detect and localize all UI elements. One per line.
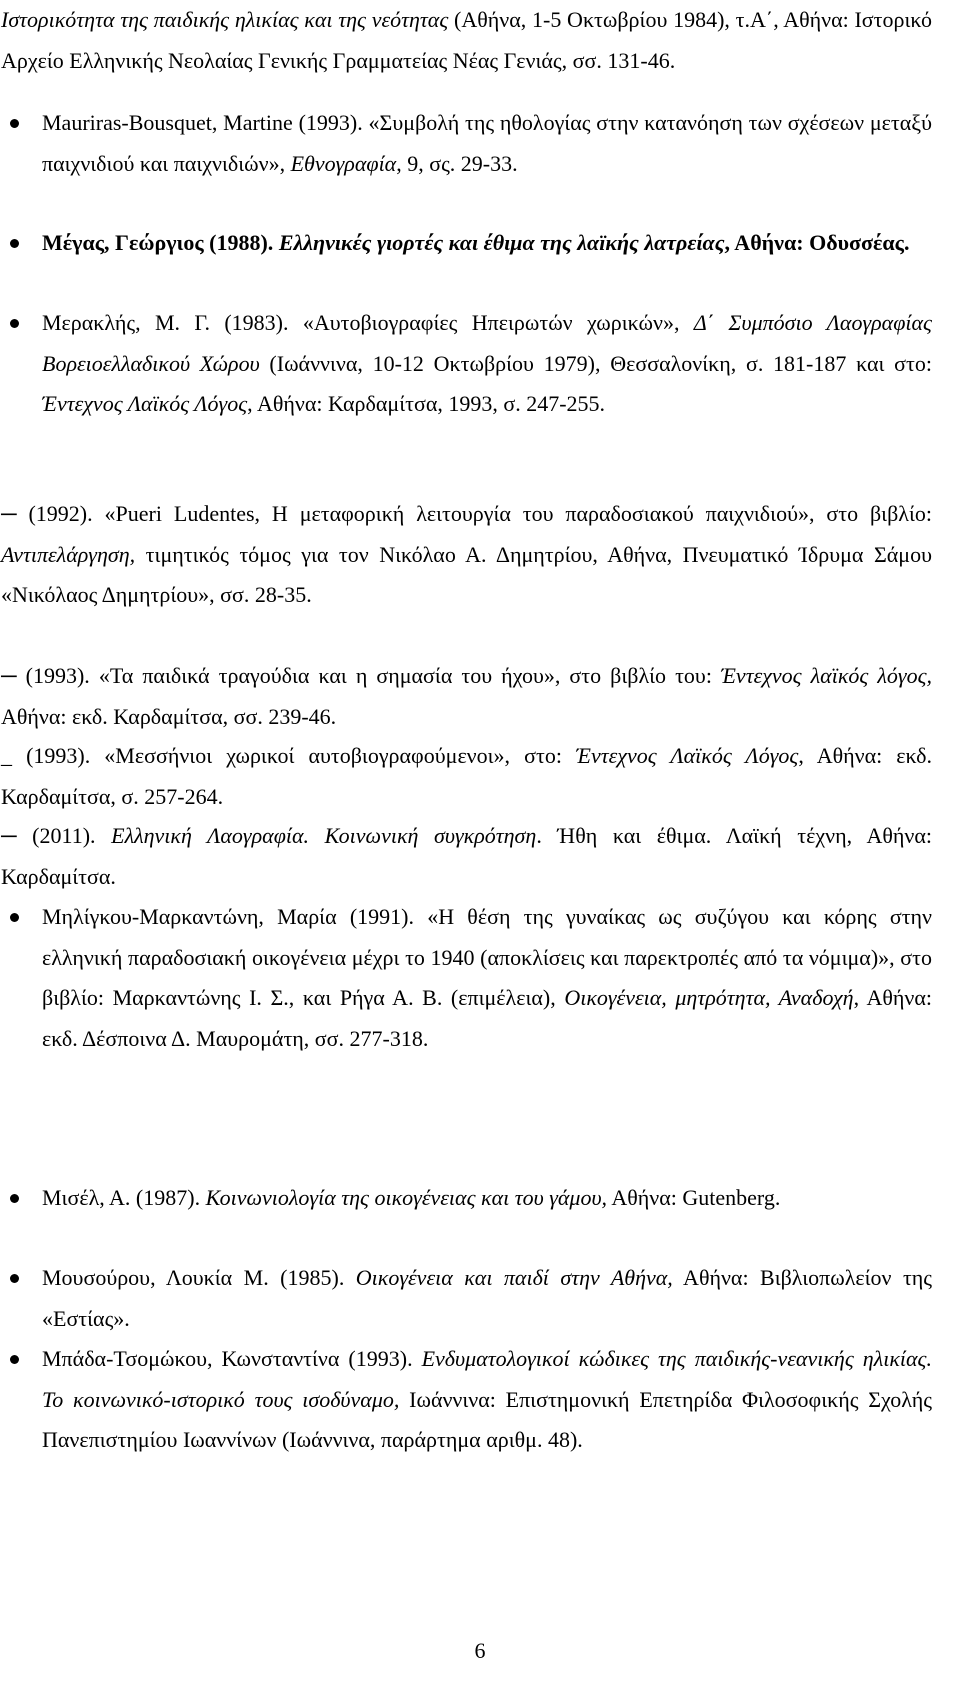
entry-text-segment: Mauriras-Bousquet, Martine (1993). «Συμβολή της ηθολογίας στην κατανόηση των σχέσεων μεταξύ παιχνιδιού και παιχνιδιών», xyxy=(42,110,932,176)
entry-text-segment: Εθνογραφία xyxy=(290,150,397,176)
bullet-icon xyxy=(10,1194,19,1203)
bibliography-entry-dash xyxy=(1,494,932,616)
entry-text-segment: Έντεχνος Λαϊκός Λόγος xyxy=(42,391,248,416)
entry-text-segment: (Αθήνα, 1-5 Οκτωβρίου 1984), τ.Α΄, Αθήνα: Ιστορικό Αρχείο Ελληνικής Νεολαίας Γενικής Γραμματείας Νέας Γενιάς, σσ. 131-46. xyxy=(1,7,933,73)
bullet-icon xyxy=(10,1355,19,1364)
entry-text-segment: Έντεχνος λαϊκός λόγος, xyxy=(720,663,932,688)
bibliography-entry-dash xyxy=(1,656,932,737)
entry-text-segment: . Ήθη και έθιμα. Λαϊκή τέχνη, Αθήνα: Καρδαμίτσα. xyxy=(1,823,932,889)
page-number: 6 xyxy=(474,1638,486,1663)
entry-text-segment: Ελληνική Λαογραφία. Κοινωνική συγκρότηση xyxy=(111,823,537,848)
bullet-icon xyxy=(10,239,19,248)
bullet-icon xyxy=(10,1274,19,1283)
bibliography-entry-bullet xyxy=(42,103,932,184)
entry-text-segment: , Αθήνα: εκδ. Δέσποινα Δ. Μαυρομάτη, σσ. 277-318. xyxy=(42,985,932,1051)
entry-text-segment: _ (1993). «Μεσσήνιοι χωρικοί αυτοβιογραφούμενοι», στο: xyxy=(1,743,577,768)
entry-text-segment: ─ (2011). xyxy=(1,823,112,848)
entry-text-segment: , Αθήνα: Οδυσσέας. xyxy=(724,230,910,255)
entry-text-segment: Αθήνα: Gutenberg. xyxy=(607,1185,781,1210)
bibliography-entry-continuation xyxy=(1,0,932,81)
entry-text-segment: (Ιωάννινα, 10-12 Οκτωβρίου 1979), Θεσσαλονίκη, σ. 181-187 και στο: xyxy=(259,350,932,376)
entry-text-segment: Μηλίγκου-Μαρκαντώνη, Μαρία (1991). «Η θέση της γυναίκας ως συζύγου και κόρης στην ελληνική παραδοσιακή οικογένεια μέχρι το 1940 (αποκλίσεις και παρεκτροπές από τα νόμιμα)», στο βιβλίο: Μαρκαντώνης Ι. Σ., και Ρήγα Α. Β. (επιμέλεια), xyxy=(42,904,932,1010)
bullet-icon xyxy=(10,913,19,922)
bullet-icon xyxy=(10,119,19,128)
bibliography-entry-bullet xyxy=(42,1339,932,1461)
entry-text-segment: τιμητικός τόμος για τον Νικόλαο Α. Δημητρίου, Αθήνα, Πνευματικό Ίδρυμα Σάμου «Νικόλαος Δημητρίου», σσ. 28-35. xyxy=(1,541,932,607)
bibliography-entry-bullet xyxy=(42,1178,932,1219)
entry-text-segment: Μπάδα-Τσομώκου, Κωνσταντίνα (1993). xyxy=(42,1346,422,1371)
bibliography-entry-bullet xyxy=(42,303,932,425)
entry-text-segment: Ιστορικότητα της παιδικής ηλικίας και της νεότητας xyxy=(1,7,449,32)
entry-text-segment: Μισέλ, Α. (1987). xyxy=(42,1185,206,1210)
entry-text-segment: Ελληνικές γιορτές και έθιμα της λαϊκής λατρείας xyxy=(278,230,725,255)
entry-text-segment: Οικογένεια και παιδί στην Αθήνα, xyxy=(355,1265,673,1290)
entry-text-segment: , 9, σς. 29-33. xyxy=(396,150,518,176)
entry-text-segment: ─ (1992). «Pueri Ludentes, Η μεταφορική λειτουργία του παραδοσιακού παιχνιδιού», στο βιβλίο: xyxy=(1,501,932,526)
entry-text-segment: , Αθήνα: εκδ. Καρδαμίτσα, σ. 257-264. xyxy=(1,743,932,809)
bullet-icon xyxy=(10,319,19,328)
entry-text-segment: Αθήνα: εκδ. Καρδαμίτσα, σσ. 239-46. xyxy=(1,703,337,729)
entry-text-segment: Δ΄ Συμπόσιο Λαογραφίας Βορειοελλαδικού Χώρου xyxy=(42,310,932,376)
entry-text-segment: Ενδυματολογικοί κώδικες της παιδικής-νεανικής ηλικίας. Το κοινωνικό-ιστορικό τους ισοδύναμο, xyxy=(42,1346,932,1412)
bibliography-entry-dash xyxy=(1,736,932,817)
entry-text-segment: Αντιπελάργηση, xyxy=(1,541,136,567)
entry-text-segment: , Αθήνα: Καρδαμίτσα, 1993, σ. 247-255. xyxy=(247,391,606,416)
entry-text-segment: Αθήνα: Βιβλιοπωλείον της «Εστίας». xyxy=(42,1265,932,1331)
entry-text-segment: Μέγας, Γεώργιος (1988). xyxy=(42,230,279,255)
entry-text-segment: Οικογένεια, μητρότητα, Αναδοχή xyxy=(564,985,854,1010)
entry-text-segment: ─ (1993). «Τα παιδικά τραγούδια και η σημασία του ήχου», στο βιβλίο του: xyxy=(1,663,721,688)
bibliography-entry-bullet xyxy=(42,223,932,264)
entry-text-segment: Μουσούρου, Λουκία Μ. (1985). xyxy=(42,1265,356,1290)
entry-text-segment: Μερακλής, Μ. Γ. (1983). «Αυτοβιογραφίες Ηπειρωτών χωρικών», xyxy=(42,310,694,335)
entry-text-segment: Κοινωνιολογία της οικογένειας και του γάμου, xyxy=(205,1185,608,1210)
entry-text-segment: Έντεχνος Λαϊκός Λόγος xyxy=(576,743,799,768)
bibliography-entry-bullet xyxy=(42,1258,932,1339)
bibliography-entry-bullet xyxy=(42,897,932,1059)
entry-text-segment: Ιωάννινα: Επιστημονική Επετηρίδα Φιλοσοφικής Σχολής Πανεπιστημίου Ιωαννίνων (Ιωάννινα, παράρτημα αριθμ. 48). xyxy=(42,1386,932,1452)
bibliography-entry-dash xyxy=(1,816,932,897)
